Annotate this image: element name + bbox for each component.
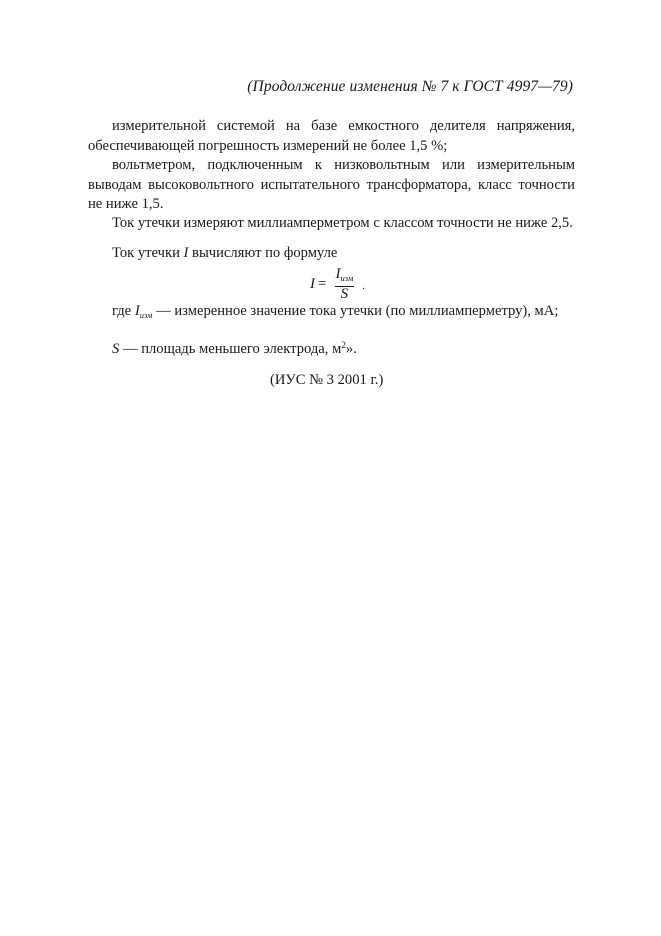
variable-current: I [134, 303, 140, 319]
paragraph-text [88, 244, 575, 264]
text-fragment: — площадь меньшего электрода, м [119, 341, 342, 357]
formula-lhs: I [310, 275, 315, 292]
paragraph-capacitive-divider [88, 117, 575, 156]
text-fragment: вычисляют по формуле [188, 245, 338, 261]
formula-denominator: S [335, 286, 355, 302]
text-fragment: — измеренное значение тока утечки (по миллиамперметру), мА; [152, 303, 559, 319]
paragraph-voltmeter [88, 156, 575, 215]
formula-numerator [332, 267, 356, 286]
variable-current: I [183, 245, 189, 261]
formula-end: . [362, 281, 365, 292]
leakage-current-formula [310, 266, 365, 302]
definition-text [88, 336, 575, 360]
text-fragment: Ток утечки [112, 245, 184, 261]
definition-measured-current [88, 302, 575, 326]
definition-text [88, 302, 575, 326]
paragraph-leakage-measurement [88, 214, 575, 234]
formula-fraction [332, 267, 356, 302]
variable-area: S [112, 341, 120, 357]
formula-equals: = [318, 275, 327, 292]
numerator-subscript: изм [340, 272, 354, 283]
variable-subscript: изм [139, 310, 153, 320]
paragraph-text: измерительной системой на базе емкостного делителя напряжения, обеспечивающей погрешность измерений не более 1,5 %; [88, 118, 575, 154]
paragraph-text: Ток утечки измеряют миллиамперметром с классом точности не ниже 2,5. [112, 215, 573, 231]
continuation-header: (Продолжение изменения № 7 к ГОСТ 4997—79) [247, 78, 573, 95]
numerator-variable: I [335, 265, 341, 282]
paragraph-text: вольтметром, подключенным к низковольтным или измерительным выводам высоковольтного испытательного трансформатора, класс точности не ниже 1,5. [88, 157, 575, 212]
text-fragment: где [112, 303, 135, 319]
superscript: 2 [341, 340, 346, 350]
paragraph-leakage-formula-intro [88, 244, 575, 264]
text-fragment: ». [345, 341, 357, 357]
definition-electrode-area [88, 336, 575, 360]
ius-reference: (ИУС № 3 2001 г.) [270, 372, 384, 388]
